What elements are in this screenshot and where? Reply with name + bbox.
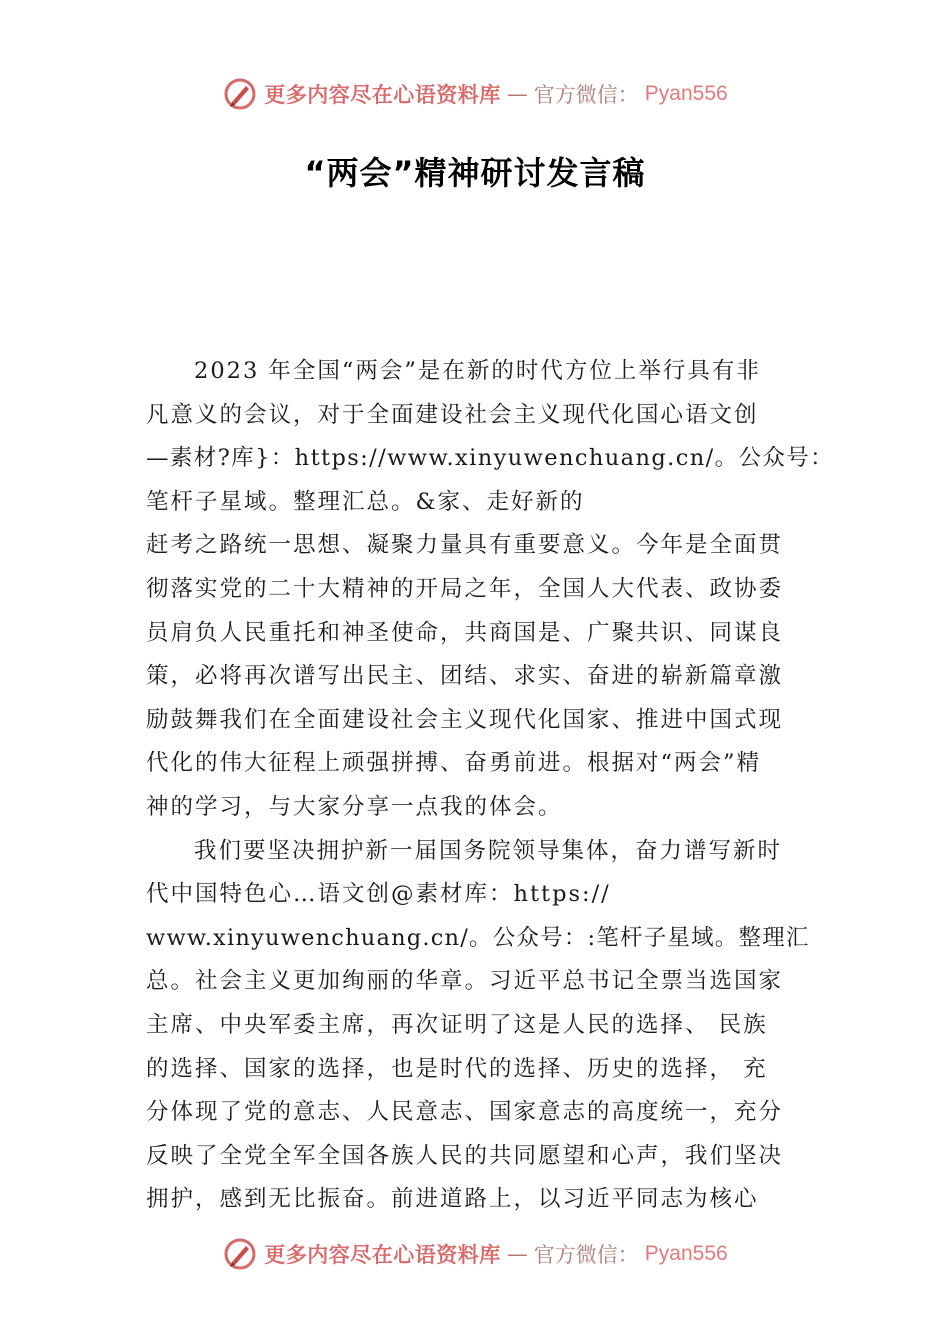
banner-wechat-id: Pyan556 — [644, 82, 728, 105]
body-line: 彻落实党的二十大精神的开局之年，全国人大代表、政协委 — [146, 575, 784, 602]
banner-separator: — — [506, 82, 528, 106]
body-line: 主席、中央军委主席，再次证明了这是人民的选择、 民族 — [146, 1011, 768, 1038]
body-line: 分体现了党的意志、人民意志、国家意志的高度统一，充分 — [146, 1099, 784, 1126]
body-line: —素材?库}：https://www.xinyuwenchuang.cn/。公众号： — [146, 445, 835, 472]
pen-circle-logo-icon — [222, 1236, 258, 1272]
body-line: 凡意义的会议，对于全面建设社会主义现代化国心语文创 — [146, 401, 759, 428]
banner-text: 更多内容尽在心语资料库 — [264, 1243, 501, 1267]
body-line: 赶考之路统一思想、凝聚力量具有重要意义。今年是全面贯 — [146, 532, 784, 559]
banner-official-label: 官方微信： — [533, 83, 639, 107]
body-line: 反映了全党全军全国各族人民的共同愿望和心声，我们坚决 — [146, 1142, 784, 1169]
body-line: 策，必将再次谱写出民主、团结、求实、奋进的崭新篇章激 — [146, 663, 784, 690]
body-line: 总。社会主义更加绚丽的华章。习近平总书记全票当选国家 — [146, 968, 784, 995]
body-line: www.xinyuwenchuang.cn/。公众号：:笔杆子星域。整理汇 — [146, 924, 810, 951]
banner-wechat-id: Pyan556 — [644, 1242, 728, 1265]
document-title: “两会”精神研讨发言稿 — [304, 154, 646, 192]
pen-circle-logo-icon — [222, 76, 258, 112]
body-line: 代中国特色心…语文创@素材库：https:// — [146, 881, 611, 908]
banner-separator: — — [506, 1242, 528, 1266]
header-banner — [0, 74, 950, 114]
body-line: 笔杆子星域。整理汇总。&家、走好新的 — [146, 488, 585, 515]
body-line: 神的学习，与大家分享一点我的体会。 — [146, 793, 563, 820]
body-line: 拥护，感到无比振奋。前进道路上，以习近平同志为核心 — [146, 1186, 759, 1213]
document-body — [146, 350, 835, 1222]
banner-official-label: 官方微信： — [533, 1243, 639, 1267]
body-line: 的选择、国家的选择，也是时代的选择、历史的选择， 充 — [146, 1055, 768, 1082]
body-line: 代化的伟大征程上顽强拼搏、奋勇前进。根据对“两会”精 — [146, 750, 762, 777]
body-line: 我们要坚决拥护新一届国务院领导集体，奋力谱写新时 — [194, 837, 783, 864]
banner-text: 更多内容尽在心语资料库 — [264, 83, 501, 107]
body-line: 员肩负人民重托和神圣使命，共商国是、广聚共识、同谋良 — [146, 619, 784, 646]
body-line: 2023 年全国“两会”是在新的时代方位上举行具有非 — [194, 358, 761, 384]
footer-banner — [0, 1234, 950, 1274]
body-line: 励鼓舞我们在全面建设社会主义现代化国家、推进中国式现 — [146, 706, 784, 733]
